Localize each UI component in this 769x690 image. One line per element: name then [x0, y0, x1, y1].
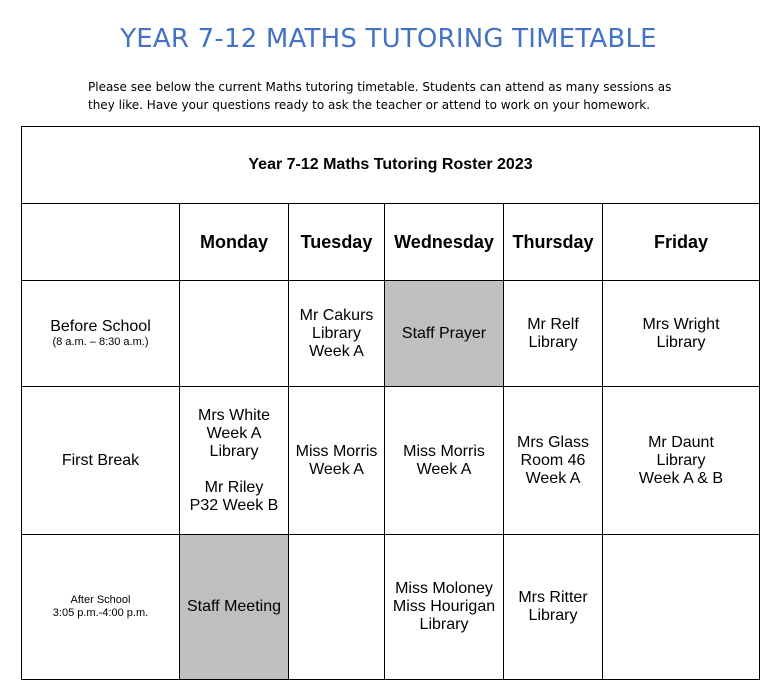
cell-after-school-wednesday — [385, 535, 504, 680]
cell-first-break-thursday — [504, 387, 603, 535]
slot-cell-first-break — [22, 387, 180, 535]
roster-title: Year 7-12 Maths Tutoring Roster 2023 — [22, 127, 760, 204]
cell-after-school-thursday — [504, 535, 603, 680]
cell-line: Mrs Ritter — [518, 589, 588, 606]
cell-line: Miss Morris — [295, 442, 378, 460]
cell-line: Week A — [309, 460, 364, 478]
cell-line: Mrs White — [198, 406, 270, 424]
cell-line: Miss Morris — [403, 442, 485, 460]
cell-line: Week A — [309, 342, 364, 360]
cell-line: Library — [209, 442, 259, 460]
slot-time: 3:05 p.m.-4:00 p.m. — [52, 607, 149, 619]
cell-line: Staff Meeting — [187, 598, 281, 615]
cell-before-school-thursday — [504, 281, 603, 387]
cell-before-school-wednesday — [385, 281, 504, 387]
day-header-thursday: Thursday — [504, 204, 603, 281]
corner-cell — [22, 204, 180, 281]
cell-after-school-monday — [180, 535, 289, 680]
cell-after-school-friday — [603, 535, 760, 680]
cell-line: Mrs Wright — [642, 315, 720, 333]
cell-line: Mr Daunt — [648, 433, 714, 451]
cell-line: Staff Prayer — [401, 324, 487, 342]
slot-cell-before-school — [22, 281, 180, 387]
cell-line: Miss Moloney — [395, 580, 493, 597]
slot-name: After School — [70, 594, 131, 606]
cell-before-school-friday — [603, 281, 760, 387]
cell-line: Week A — [525, 469, 581, 487]
roster-row-after-school — [22, 535, 760, 680]
intro-line: they like. Have your questions ready to ask the teacher or attend to work on your homework. — [88, 98, 651, 112]
cell-line: Week A & B — [638, 469, 724, 487]
slot-cell-after-school — [22, 535, 180, 680]
cell-before-school-tuesday — [289, 281, 385, 387]
intro-paragraph — [88, 78, 688, 114]
day-header-monday: Monday — [180, 204, 289, 281]
slot-name: Before School — [50, 318, 151, 335]
cell-first-break-friday — [603, 387, 760, 535]
cell-line: Library — [419, 616, 469, 633]
cell-line: Library — [528, 333, 578, 351]
cell-first-break-wednesday — [385, 387, 504, 535]
page-title: YEAR 7-12 MATHS TUTORING TIMETABLE — [120, 24, 657, 54]
cell-line: Week A — [416, 460, 472, 478]
cell-line: Mr Riley — [204, 478, 264, 496]
cell-line — [180, 461, 288, 479]
intro-line: Please see below the current Maths tutoring timetable. Students can attend as many sessions as — [88, 80, 672, 94]
roster-table — [21, 126, 760, 680]
cell-line: Week A — [206, 424, 262, 442]
cell-after-school-tuesday — [289, 535, 385, 680]
cell-line: Library — [656, 451, 706, 469]
day-header-wednesday: Wednesday — [385, 204, 504, 281]
cell-first-break-monday — [180, 387, 289, 535]
cell-line: Mr Cakurs — [299, 306, 374, 324]
day-header-row — [22, 204, 760, 281]
roster-row-first-break — [22, 387, 760, 535]
cell-first-break-tuesday — [289, 387, 385, 535]
cell-line: P32 Week B — [189, 496, 279, 514]
day-header-tuesday: Tuesday — [289, 204, 385, 281]
roster-row-before-school — [22, 281, 760, 387]
cell-line: Miss Hourigan — [392, 598, 496, 615]
slot-name: First Break — [61, 451, 140, 469]
cell-line: Library — [312, 324, 361, 342]
slot-time: (8 a.m. – 8:30 a.m.) — [52, 336, 149, 348]
day-header-friday: Friday — [603, 204, 760, 281]
cell-line: Library — [656, 333, 706, 351]
cell-line: Mr Relf — [527, 315, 579, 333]
cell-line: Library — [528, 607, 578, 624]
cell-before-school-monday — [180, 281, 289, 387]
cell-line: Room 46 — [520, 451, 586, 469]
cell-line: Mrs Glass — [517, 433, 589, 451]
